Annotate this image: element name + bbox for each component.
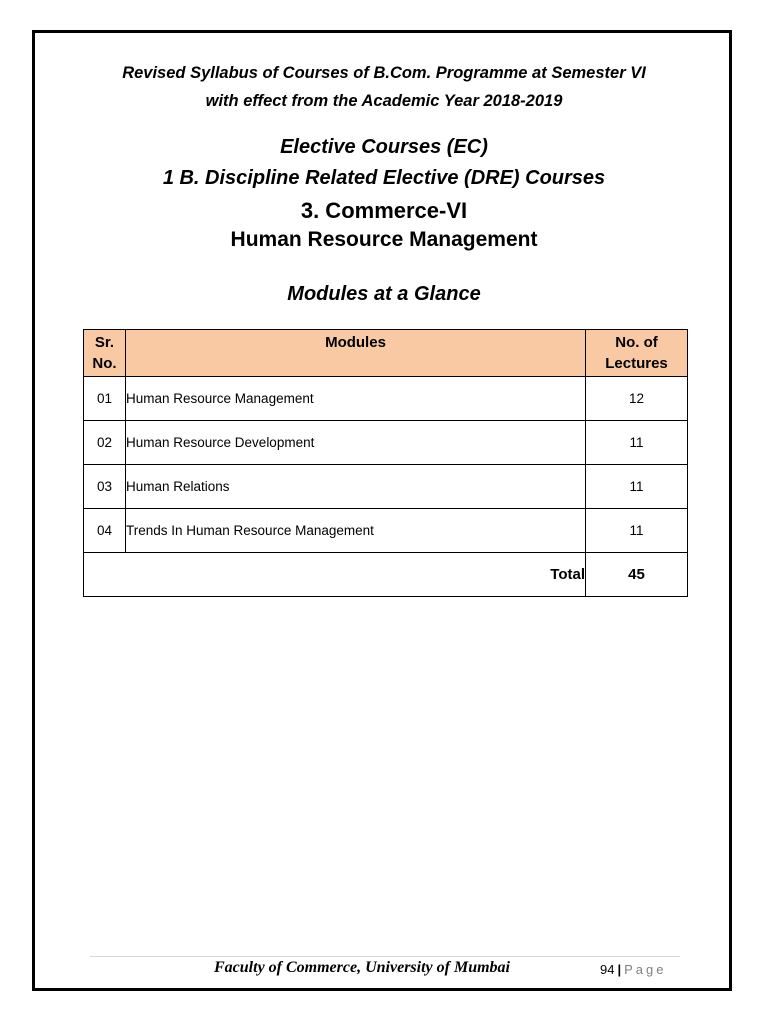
row-sr: 04 bbox=[84, 509, 126, 553]
section-title: Modules at a Glance bbox=[287, 283, 481, 305]
dre-courses-heading: 1 B. Discipline Related Elective (DRE) Courses bbox=[162, 167, 606, 189]
header-sr-no: Sr. No. bbox=[84, 330, 126, 377]
modules-table bbox=[83, 329, 688, 597]
row-lectures: 11 bbox=[586, 509, 688, 553]
row-lectures: 11 bbox=[586, 465, 688, 509]
total-value: 45 bbox=[586, 553, 688, 597]
row-module: Human Resource Management bbox=[126, 377, 586, 421]
elective-courses-heading: Elective Courses (EC) bbox=[280, 136, 488, 158]
row-sr: 03 bbox=[84, 465, 126, 509]
row-module: Human Relations bbox=[126, 465, 586, 509]
page-separator: | bbox=[617, 962, 622, 977]
header-lectures: No. of Lectures bbox=[586, 330, 688, 377]
syllabus-title: Revised Syllabus of Courses of B.Com. Programme at Semester VI bbox=[122, 64, 646, 82]
course-number: 3. Commerce-VI bbox=[300, 198, 468, 223]
row-lectures: 12 bbox=[586, 377, 688, 421]
header-modules: Modules bbox=[126, 330, 586, 377]
total-row bbox=[84, 553, 688, 597]
page-label: Page bbox=[624, 962, 667, 977]
table-row bbox=[84, 465, 688, 509]
page-number: 94 bbox=[600, 962, 615, 977]
table-row bbox=[84, 377, 688, 421]
total-label: Total bbox=[84, 553, 586, 597]
row-lectures: 11 bbox=[586, 421, 688, 465]
table-row bbox=[84, 421, 688, 465]
footer-faculty: Faculty of Commerce, University of Mumbai bbox=[214, 959, 510, 976]
academic-year: with effect from the Academic Year 2018-2019 bbox=[205, 92, 563, 110]
row-sr: 02 bbox=[84, 421, 126, 465]
table-row bbox=[84, 509, 688, 553]
table-header-row bbox=[84, 330, 688, 377]
row-module: Human Resource Development bbox=[126, 421, 586, 465]
footer-divider bbox=[90, 956, 680, 957]
page-number-block bbox=[600, 962, 666, 977]
row-module: Trends In Human Resource Management bbox=[126, 509, 586, 553]
course-name: Human Resource Management bbox=[230, 228, 538, 251]
row-sr: 01 bbox=[84, 377, 126, 421]
